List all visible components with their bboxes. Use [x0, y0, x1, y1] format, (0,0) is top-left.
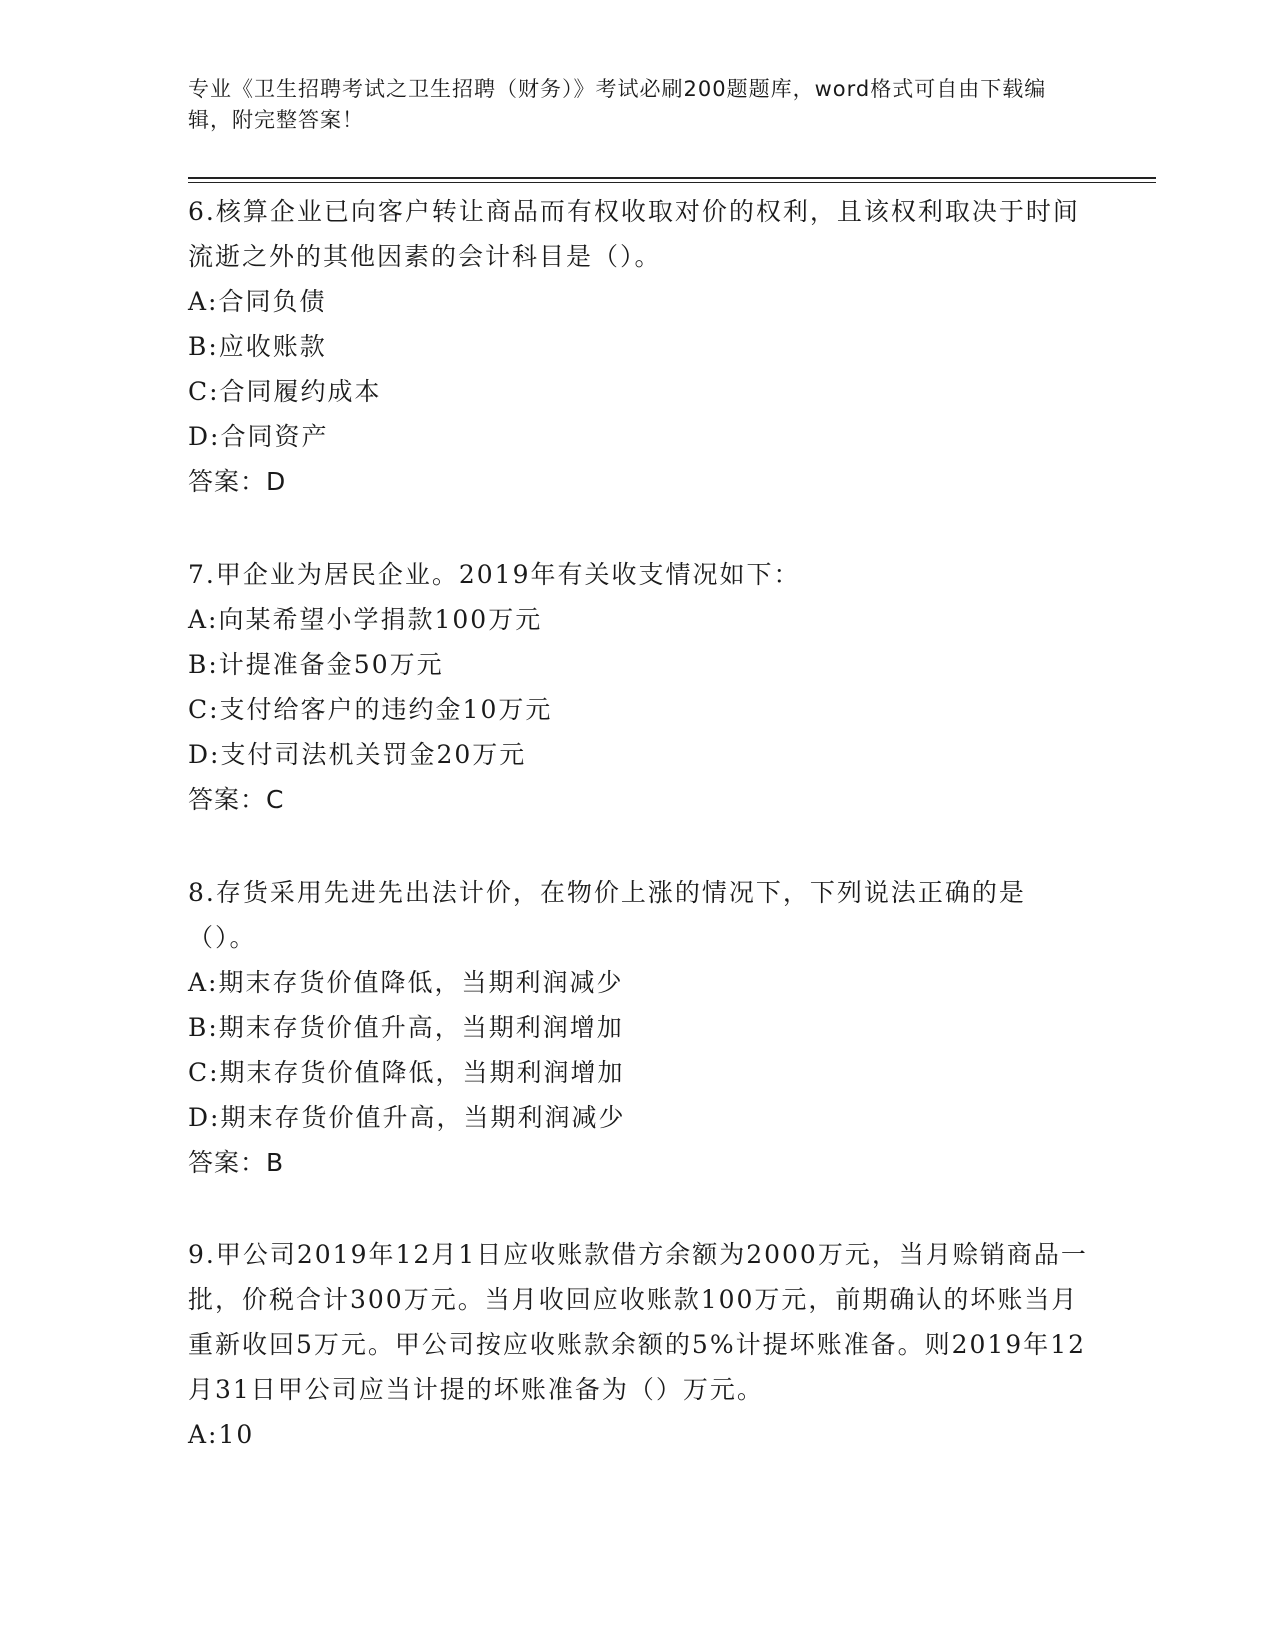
- option-b: B:期末存货价值升高，当期利润增加: [188, 1013, 624, 1042]
- option-d: D:合同资产: [188, 422, 329, 451]
- option-a: A:10: [188, 1420, 255, 1449]
- question-stem: 6.核算企业已向客户转让商品而有权收取对价的权利，且该权利取决于时间流逝之外的其他因素的会计科目是（）。: [188, 197, 1080, 271]
- option-a: A:合同负债: [188, 287, 327, 316]
- option-d: D:支付司法机关罚金20万元: [188, 740, 527, 769]
- divider-thin-line: [188, 182, 1156, 183]
- option-d: D:期末存货价值升高，当期利润减少: [188, 1103, 626, 1132]
- header-divider: [188, 177, 1156, 184]
- answer: 答案：B: [188, 1148, 285, 1177]
- question-stem: 9.甲公司2019年12月1日应收账款借方余额为2000万元，当月赊销商品一批，价税合计300万元。当月收回应收账款100万元，前期确认的坏账当月重新收回5万元。甲公司按应收账款余额的5%计提坏账准备。则2019年12月31日甲公司应当计提的坏账准备为（）万元。: [188, 1240, 1088, 1404]
- document-header: 专业《卫生招聘考试之卫生招聘（财务）》考试必刷200题题库，word格式可自由下载编辑，附完整答案！: [188, 77, 1047, 132]
- divider-thick-line: [188, 177, 1156, 179]
- question-stem: 7.甲企业为居民企业。2019年有关收支情况如下：: [188, 560, 801, 589]
- question-stem: 8.存货采用先进先出法计价，在物价上涨的情况下，下列说法正确的是（）。: [188, 878, 1026, 952]
- option-a: A:期末存货价值降低，当期利润减少: [188, 968, 624, 997]
- question-6: [188, 189, 1088, 504]
- option-b: B:计提准备金50万元: [188, 650, 444, 679]
- option-b: B:应收账款: [188, 332, 327, 361]
- question-7: [188, 552, 1088, 822]
- option-c: C:合同履约成本: [188, 377, 382, 406]
- answer: 答案：D: [188, 467, 287, 496]
- option-c: C:支付给客户的违约金10万元: [188, 695, 553, 724]
- question-8: [188, 870, 1088, 1185]
- option-c: C:期末存货价值降低，当期利润增加: [188, 1058, 625, 1087]
- answer: 答案：C: [188, 785, 285, 814]
- question-9: [188, 1232, 1088, 1457]
- option-a: A:向某希望小学捐款100万元: [188, 605, 543, 634]
